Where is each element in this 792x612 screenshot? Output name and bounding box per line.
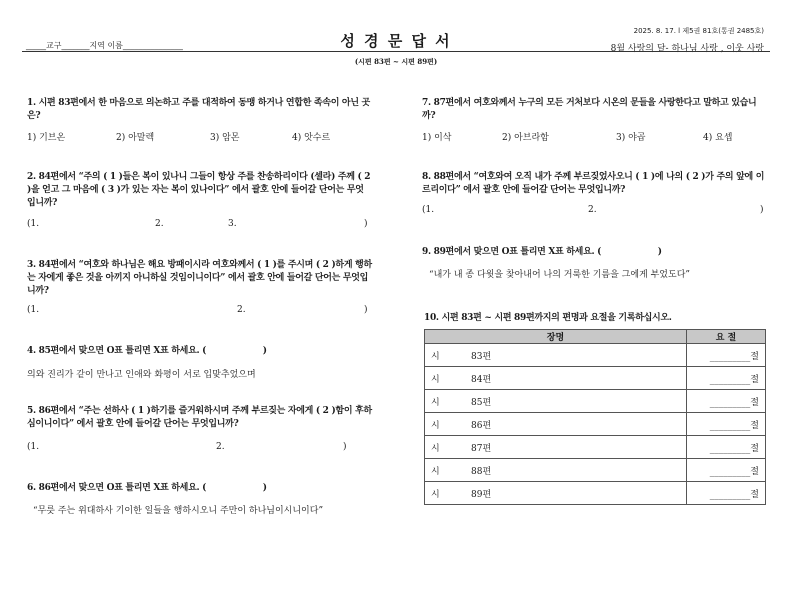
q4-statement: 의와 진리가 같이 만나고 인애와 화평이 서로 입맞추었으며 <box>27 370 256 380</box>
q2-answer-close: ) <box>364 219 368 229</box>
q7-option-4: 4) 요셉 <box>703 133 733 143</box>
q3-answer-1: (1. <box>27 305 40 315</box>
row-si: 시 <box>425 390 462 413</box>
row-verse-blank[interactable]: _________절 <box>687 413 766 436</box>
row-verse-blank[interactable]: _________절 <box>687 390 766 413</box>
q3-answer-close: ) <box>364 305 368 315</box>
q2-answer-3: 3. <box>228 219 237 229</box>
row-verse-blank[interactable]: _________절 <box>687 459 766 482</box>
q2-answer-2: 2. <box>155 219 164 229</box>
q8-answer-close: ) <box>760 205 764 215</box>
q9-statement: “내가 내 종 다윗을 찾아내어 나의 거룩한 기름을 그에게 부었도다” <box>429 270 690 280</box>
table-row <box>425 344 766 367</box>
header-rule <box>22 51 770 52</box>
q1-option-4: 4) 앗수르 <box>292 133 331 143</box>
table-row <box>425 413 766 436</box>
row-psalm: 86편 <box>461 413 687 436</box>
row-verse-blank[interactable]: _________절 <box>687 436 766 459</box>
q1-option-3: 3) 암몬 <box>210 133 240 143</box>
row-psalm: 89편 <box>461 482 687 505</box>
question-4: 4. 85편에서 맞으면 O표 틀리면 X표 하세요. ( ) <box>27 346 267 356</box>
question-3: 3. 84편에서 “여호와 하나님은 해요 방패이시라 여호와께서 ( 1 )를 주시며 ( 2 )하게 행하는 자에게 좋은 것을 아끼지 아니하실 것임이니이다” 에서 괄호 안에 들어갈 단어는 무엇입니까? <box>27 260 372 296</box>
row-si: 시 <box>425 482 462 505</box>
row-si: 시 <box>425 436 462 459</box>
row-verse-blank[interactable]: _________절 <box>687 367 766 390</box>
q5-answer-1: (1. <box>27 442 40 452</box>
table-row <box>425 390 766 413</box>
q6-statement: “무릇 주는 위대하사 기이한 일들을 행하시오니 주만이 하나님이시니이다” <box>33 506 324 516</box>
row-psalm: 87편 <box>461 436 687 459</box>
table-row <box>425 367 766 390</box>
question-2: 2. 84편에서 “주의 ( 1 )들은 복이 있나니 그들이 항상 주를 찬송하리이다 (셀라) 주께 ( 2 )을 얻고 그 마음에 ( 3 )가 있는 자는 복이 있나이다” 에서 괄호 안에 들어갈 단어는 무엇입니까? <box>27 172 371 208</box>
row-psalm: 85편 <box>461 390 687 413</box>
q7-option-1: 1) 이삭 <box>422 133 452 143</box>
q8-answer-1: (1. <box>422 205 435 215</box>
q1-option-1: 1) 기브온 <box>27 133 66 143</box>
question-5: 5. 86편에서 “주는 선하사 ( 1 )하기를 즐거워하시며 주께 부르짖는 자에게 ( 2 )함이 후하심이니이다” 에서 괄호 안에 들어갈 단어는 무엇입니까? <box>27 406 372 429</box>
q1-option-2: 2) 아말렉 <box>116 133 155 143</box>
row-verse-blank[interactable]: _________절 <box>687 344 766 367</box>
q8-answer-2: 2. <box>588 205 597 215</box>
row-verse-blank[interactable]: _________절 <box>687 482 766 505</box>
q5-answer-close: ) <box>343 442 347 452</box>
q7-option-3: 3) 야곱 <box>616 133 646 143</box>
page-subtitle: (시편 83편 ~ 시편 89편) <box>354 57 438 66</box>
row-psalm: 88편 <box>461 459 687 482</box>
row-si: 시 <box>425 413 462 436</box>
question-1: 1. 시편 83편에서 한 마음으로 의논하고 주를 대적하여 동맹 하거나 연합한 족속이 아닌 곳은? <box>27 98 370 121</box>
question-10: 10. 시편 83편 ~ 시편 89편까지의 편명과 요절을 기록하십시오. <box>424 313 672 323</box>
table-header-row <box>425 330 766 344</box>
table-row <box>425 459 766 482</box>
col-chapter-header: 장명 <box>425 330 687 344</box>
col-verse-header: 요 절 <box>687 330 766 344</box>
question-9: 9. 89편에서 맞으면 O표 틀리면 X표 하세요. ( ) <box>422 247 662 257</box>
row-psalm: 84편 <box>461 367 687 390</box>
q5-answer-2: 2. <box>216 442 225 452</box>
q7-option-2: 2) 아브라함 <box>502 133 549 143</box>
row-psalm: 83편 <box>461 344 687 367</box>
row-si: 시 <box>425 344 462 367</box>
month-theme: 8월 사랑의 달- 하나님 사랑 , 이웃 사랑 <box>610 44 764 54</box>
psalm-verse-table <box>424 329 766 505</box>
table-row <box>425 482 766 505</box>
question-7: 7. 87편에서 여호와께서 누구의 모든 거처보다 시온의 문들을 사랑한다고 말하고 있습니까? <box>422 98 757 121</box>
issue-info: 2025. 8. 17. l 제5권 81호(통권 2485호) <box>633 27 764 35</box>
question-6: 6. 86편에서 맞으면 O표 틀리면 X표 하세요. ( ) <box>27 483 267 493</box>
q3-answer-2: 2. <box>237 305 246 315</box>
row-si: 시 <box>425 459 462 482</box>
page-title: 성 경 문 답 서 <box>340 32 452 50</box>
table-row <box>425 436 766 459</box>
question-8: 8. 88편에서 “여호와여 오직 내가 주께 부르짖었사오니 ( 1 )에 나의 ( 2 )가 주의 앞에 이르리이다” 에서 괄호 안에 들어갈 단어는 무엇입니까? <box>422 172 765 195</box>
q2-answer-1: (1. <box>27 219 40 229</box>
name-field-line: _____교구_______지역 이름_______________ <box>26 41 183 50</box>
row-si: 시 <box>425 367 462 390</box>
